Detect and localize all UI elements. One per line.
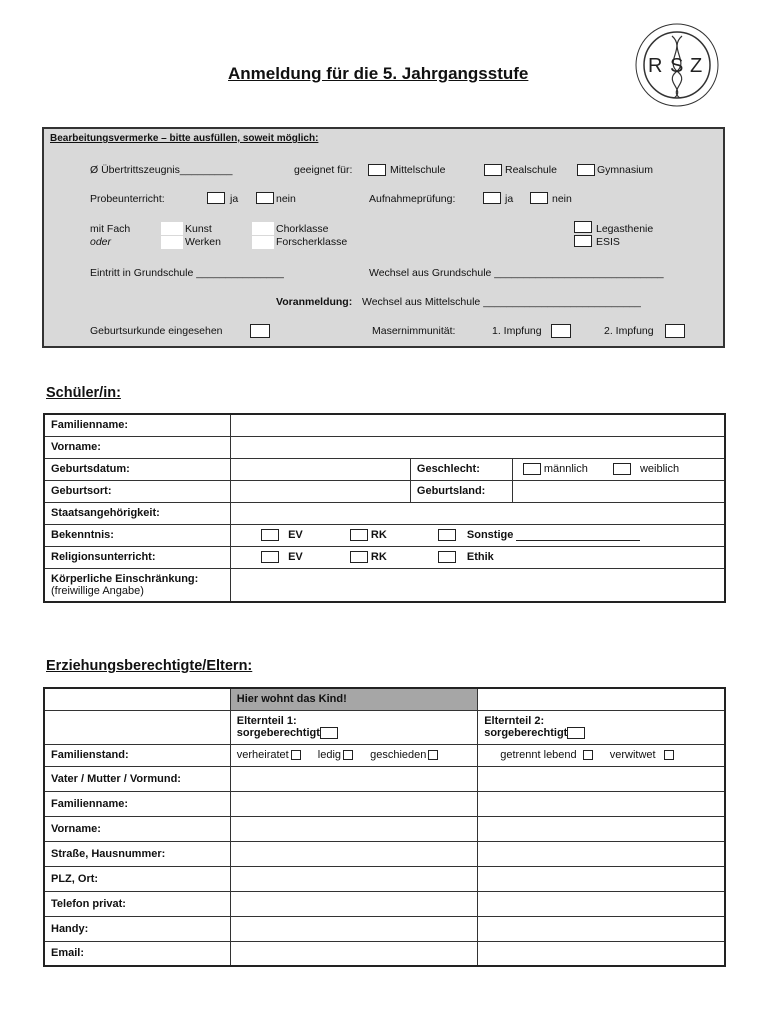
religion-rk-label: RK (370, 550, 387, 563)
elternteil2-header (478, 710, 725, 744)
familienname-label: Familienname: (44, 414, 231, 436)
bekenntnis-sonstige-checkbox[interactable] (438, 529, 456, 541)
koerper-sublabel: (freiwillige Angabe) (51, 584, 144, 597)
aufnahme-label: Aufnahmeprüfung: (369, 193, 456, 205)
parent1-field[interactable] (230, 816, 477, 841)
geburtsort-field[interactable] (231, 480, 411, 502)
getrennt-checkbox[interactable] (583, 750, 593, 760)
realschule-label: Realschule (505, 164, 557, 176)
logo-letter-s: S (670, 55, 684, 77)
table-row (44, 502, 725, 524)
eintritt-label: Eintritt in Grundschule _______________ (90, 267, 284, 279)
table-row (44, 744, 725, 766)
parent1-field[interactable] (230, 791, 477, 816)
geschlecht-options (512, 458, 725, 480)
getrennt-label: getrennt lebend (500, 749, 577, 761)
realschule-checkbox[interactable] (484, 164, 502, 176)
bekenntnis-sonstige-label: Sonstige (466, 528, 514, 541)
forscherklasse-box[interactable] (252, 236, 274, 249)
weiblich-label: weiblich (639, 462, 680, 475)
geburtsland-field[interactable] (512, 480, 725, 502)
verheiratet-checkbox[interactable] (291, 750, 301, 760)
impfung1-checkbox[interactable] (551, 324, 571, 338)
table-row (44, 688, 725, 710)
koerper-label-cell (44, 568, 231, 602)
sorgeberechtigt1-checkbox[interactable] (320, 727, 338, 739)
kunst-box[interactable] (161, 222, 183, 235)
parent1-field[interactable] (230, 916, 477, 941)
row-label: Straße, Hausnummer: (44, 841, 230, 866)
bekenntnis-options (231, 524, 726, 546)
chorklasse-box[interactable] (252, 222, 274, 235)
bekenntnis-ev-checkbox[interactable] (261, 529, 279, 541)
familienstand-label: Familienstand: (44, 744, 230, 766)
koerper-field[interactable] (231, 568, 726, 602)
table-row (44, 866, 725, 891)
table-row (44, 841, 725, 866)
table-row (44, 458, 725, 480)
geschieden-checkbox[interactable] (428, 750, 438, 760)
parent2-field[interactable] (478, 841, 725, 866)
koerper-label: Körperliche Einschränkung: (51, 572, 199, 585)
sorgeberechtigt1-label: sorgeberechtigt (236, 726, 320, 739)
religion-rk-checkbox[interactable] (350, 551, 368, 563)
parent1-field[interactable] (230, 766, 477, 791)
werken-label: Werken (185, 236, 221, 248)
geburtsland-label: Geburtsland: (410, 480, 512, 502)
voranmeldung-label: Voranmeldung: (276, 296, 353, 308)
bekenntnis-ev-label: EV (288, 528, 303, 541)
geburtsdatum-field[interactable] (231, 458, 411, 480)
parent1-field[interactable] (230, 891, 477, 916)
elternteil1-header (230, 710, 477, 744)
bekenntnis-rk-label: RK (370, 528, 387, 541)
maennlich-label: männlich (543, 462, 588, 475)
bekenntnis-label: Bekenntnis: (44, 524, 231, 546)
mit-fach-label: mit Fach (90, 223, 131, 235)
verwitwet-checkbox[interactable] (664, 750, 674, 760)
logo-letter-r: R (648, 55, 663, 77)
aufnahme-ja-label: ja (505, 193, 514, 205)
eltern-heading: Erziehungsberechtigte/Eltern: (46, 658, 253, 674)
esis-label: ESIS (596, 236, 620, 248)
row-label: Telefon privat: (44, 891, 230, 916)
empty-cell (44, 688, 230, 710)
religion-ethik-label: Ethik (466, 550, 494, 563)
parent2-field[interactable] (478, 791, 725, 816)
uebertritt-label: Ø Übertrittszeugnis_________ (90, 164, 233, 176)
parent1-field[interactable] (230, 941, 477, 966)
table-row (44, 414, 725, 436)
religionsunterricht-options (231, 546, 726, 568)
parent1-field[interactable] (230, 841, 477, 866)
religion-ev-label: EV (288, 550, 303, 563)
parent1-field[interactable] (230, 866, 477, 891)
parent2-field[interactable] (478, 816, 725, 841)
geburtsdatum-label: Geburtsdatum: (44, 458, 231, 480)
probe-nein-label: nein (276, 193, 296, 205)
geburtsurkunde-checkbox[interactable] (250, 324, 270, 338)
row-label: Handy: (44, 916, 230, 941)
aufnahme-nein-label: nein (552, 193, 572, 205)
staatsangehoerigkeit-field[interactable] (231, 502, 726, 524)
impfung2-label: 2. Impfung (604, 325, 654, 337)
masern-label: Masernimmunität: (372, 325, 456, 337)
impfung1-label: 1. Impfung (492, 325, 542, 337)
row-label: Email: (44, 941, 230, 966)
gymnasium-checkbox[interactable] (577, 164, 595, 176)
probe-ja-checkbox[interactable] (207, 192, 225, 204)
chorklasse-label: Chorklasse (276, 223, 329, 235)
legasthenie-label: Legasthenie (596, 223, 654, 235)
parent2-field[interactable] (478, 866, 725, 891)
staatsangehoerigkeit-label: Staatsangehörigkeit: (44, 502, 231, 524)
mittelschule-label: Mittelschule (390, 164, 446, 176)
wechsel-gs-label: Wechsel aus Grundschule _____________________________ (369, 267, 664, 279)
aufnahme-ja-checkbox[interactable] (483, 192, 501, 204)
weiblich-checkbox[interactable] (613, 463, 631, 475)
sorgeberechtigt2-label: sorgeberechtigt (484, 726, 568, 739)
familienname-field[interactable] (231, 414, 726, 436)
maennlich-checkbox[interactable] (523, 463, 541, 475)
familienstand-options-2 (478, 744, 725, 766)
geeignet-label: geeignet für: (294, 164, 353, 176)
oder-label: oder (90, 236, 112, 248)
wechsel-ms-label: Wechsel aus Mittelschule ___________________________ (362, 296, 641, 308)
table-row (44, 480, 725, 502)
table-row (44, 766, 725, 791)
bekenntnis-rk-checkbox[interactable] (350, 529, 368, 541)
parent2-field[interactable] (478, 891, 725, 916)
row-label: Vater / Mutter / Vormund: (44, 766, 230, 791)
table-row (44, 916, 725, 941)
row-label: Vorname: (44, 816, 230, 841)
school-logo (634, 22, 720, 108)
esis-checkbox[interactable] (574, 235, 592, 247)
parent2-field[interactable] (478, 916, 725, 941)
verheiratet-label: verheiratet (236, 749, 289, 761)
table-row (44, 941, 725, 966)
religion-ev-checkbox[interactable] (261, 551, 279, 563)
hier-wohnt-label: Hier wohnt das Kind! (230, 688, 477, 710)
aufnahme-nein-checkbox[interactable] (530, 192, 548, 204)
sonstige-line[interactable] (516, 540, 640, 541)
probe-nein-checkbox[interactable] (256, 192, 274, 204)
kunst-label: Kunst (185, 223, 212, 235)
table-row (44, 546, 725, 568)
mittelschule-checkbox[interactable] (368, 164, 386, 176)
probe-label: Probeunterricht: (90, 193, 165, 205)
parent2-field[interactable] (478, 766, 725, 791)
row-label: Familienname: (44, 791, 230, 816)
vorname-label: Vorname: (44, 436, 231, 458)
row-label: PLZ, Ort: (44, 866, 230, 891)
table-row (44, 524, 725, 546)
table-row (44, 816, 725, 841)
religionsunterricht-label: Religionsunterricht: (44, 546, 231, 568)
vorname-field[interactable] (231, 436, 726, 458)
table-row (44, 891, 725, 916)
logo-letter-z: Z (690, 55, 703, 77)
ledig-label: ledig (317, 749, 342, 761)
ledig-checkbox[interactable] (343, 750, 353, 760)
table-row (44, 568, 725, 602)
page-title: Anmeldung für die 5. Jahrgangsstufe (228, 64, 529, 83)
panel-heading: Bearbeitungsvermerke – bitte ausfüllen, soweit möglich: (50, 133, 319, 144)
religion-ethik-checkbox[interactable] (438, 551, 456, 563)
table-row (44, 791, 725, 816)
table-row (44, 710, 725, 744)
werken-box[interactable] (161, 236, 183, 249)
elternteil2-label: Elternteil 2: (484, 714, 545, 727)
impfung2-checkbox[interactable] (665, 324, 685, 338)
table-row (44, 436, 725, 458)
elternteil1-label: Elternteil 1: (236, 714, 297, 727)
verwitwet-label: verwitwet (609, 749, 656, 761)
geschlecht-label: Geschlecht: (410, 458, 512, 480)
sorgeberechtigt2-checkbox[interactable] (567, 727, 585, 739)
familienstand-options-1 (230, 744, 477, 766)
forscherklasse-label: Forscherklasse (276, 236, 348, 248)
geburtsurkunde-label: Geburtsurkunde eingesehen (90, 325, 223, 337)
geburtsort-label: Geburtsort: (44, 480, 231, 502)
empty-cell (478, 688, 725, 710)
probe-ja-label: ja (230, 193, 239, 205)
empty-cell (44, 710, 230, 744)
legasthenie-checkbox[interactable] (574, 221, 592, 233)
schueler-table (43, 413, 726, 603)
geschieden-label: geschieden (370, 749, 427, 761)
eltern-table (43, 687, 726, 967)
gymnasium-label: Gymnasium (597, 164, 654, 176)
parent2-field[interactable] (478, 941, 725, 966)
processing-notes-panel (42, 127, 725, 348)
schueler-heading: Schüler/in: (46, 385, 121, 401)
